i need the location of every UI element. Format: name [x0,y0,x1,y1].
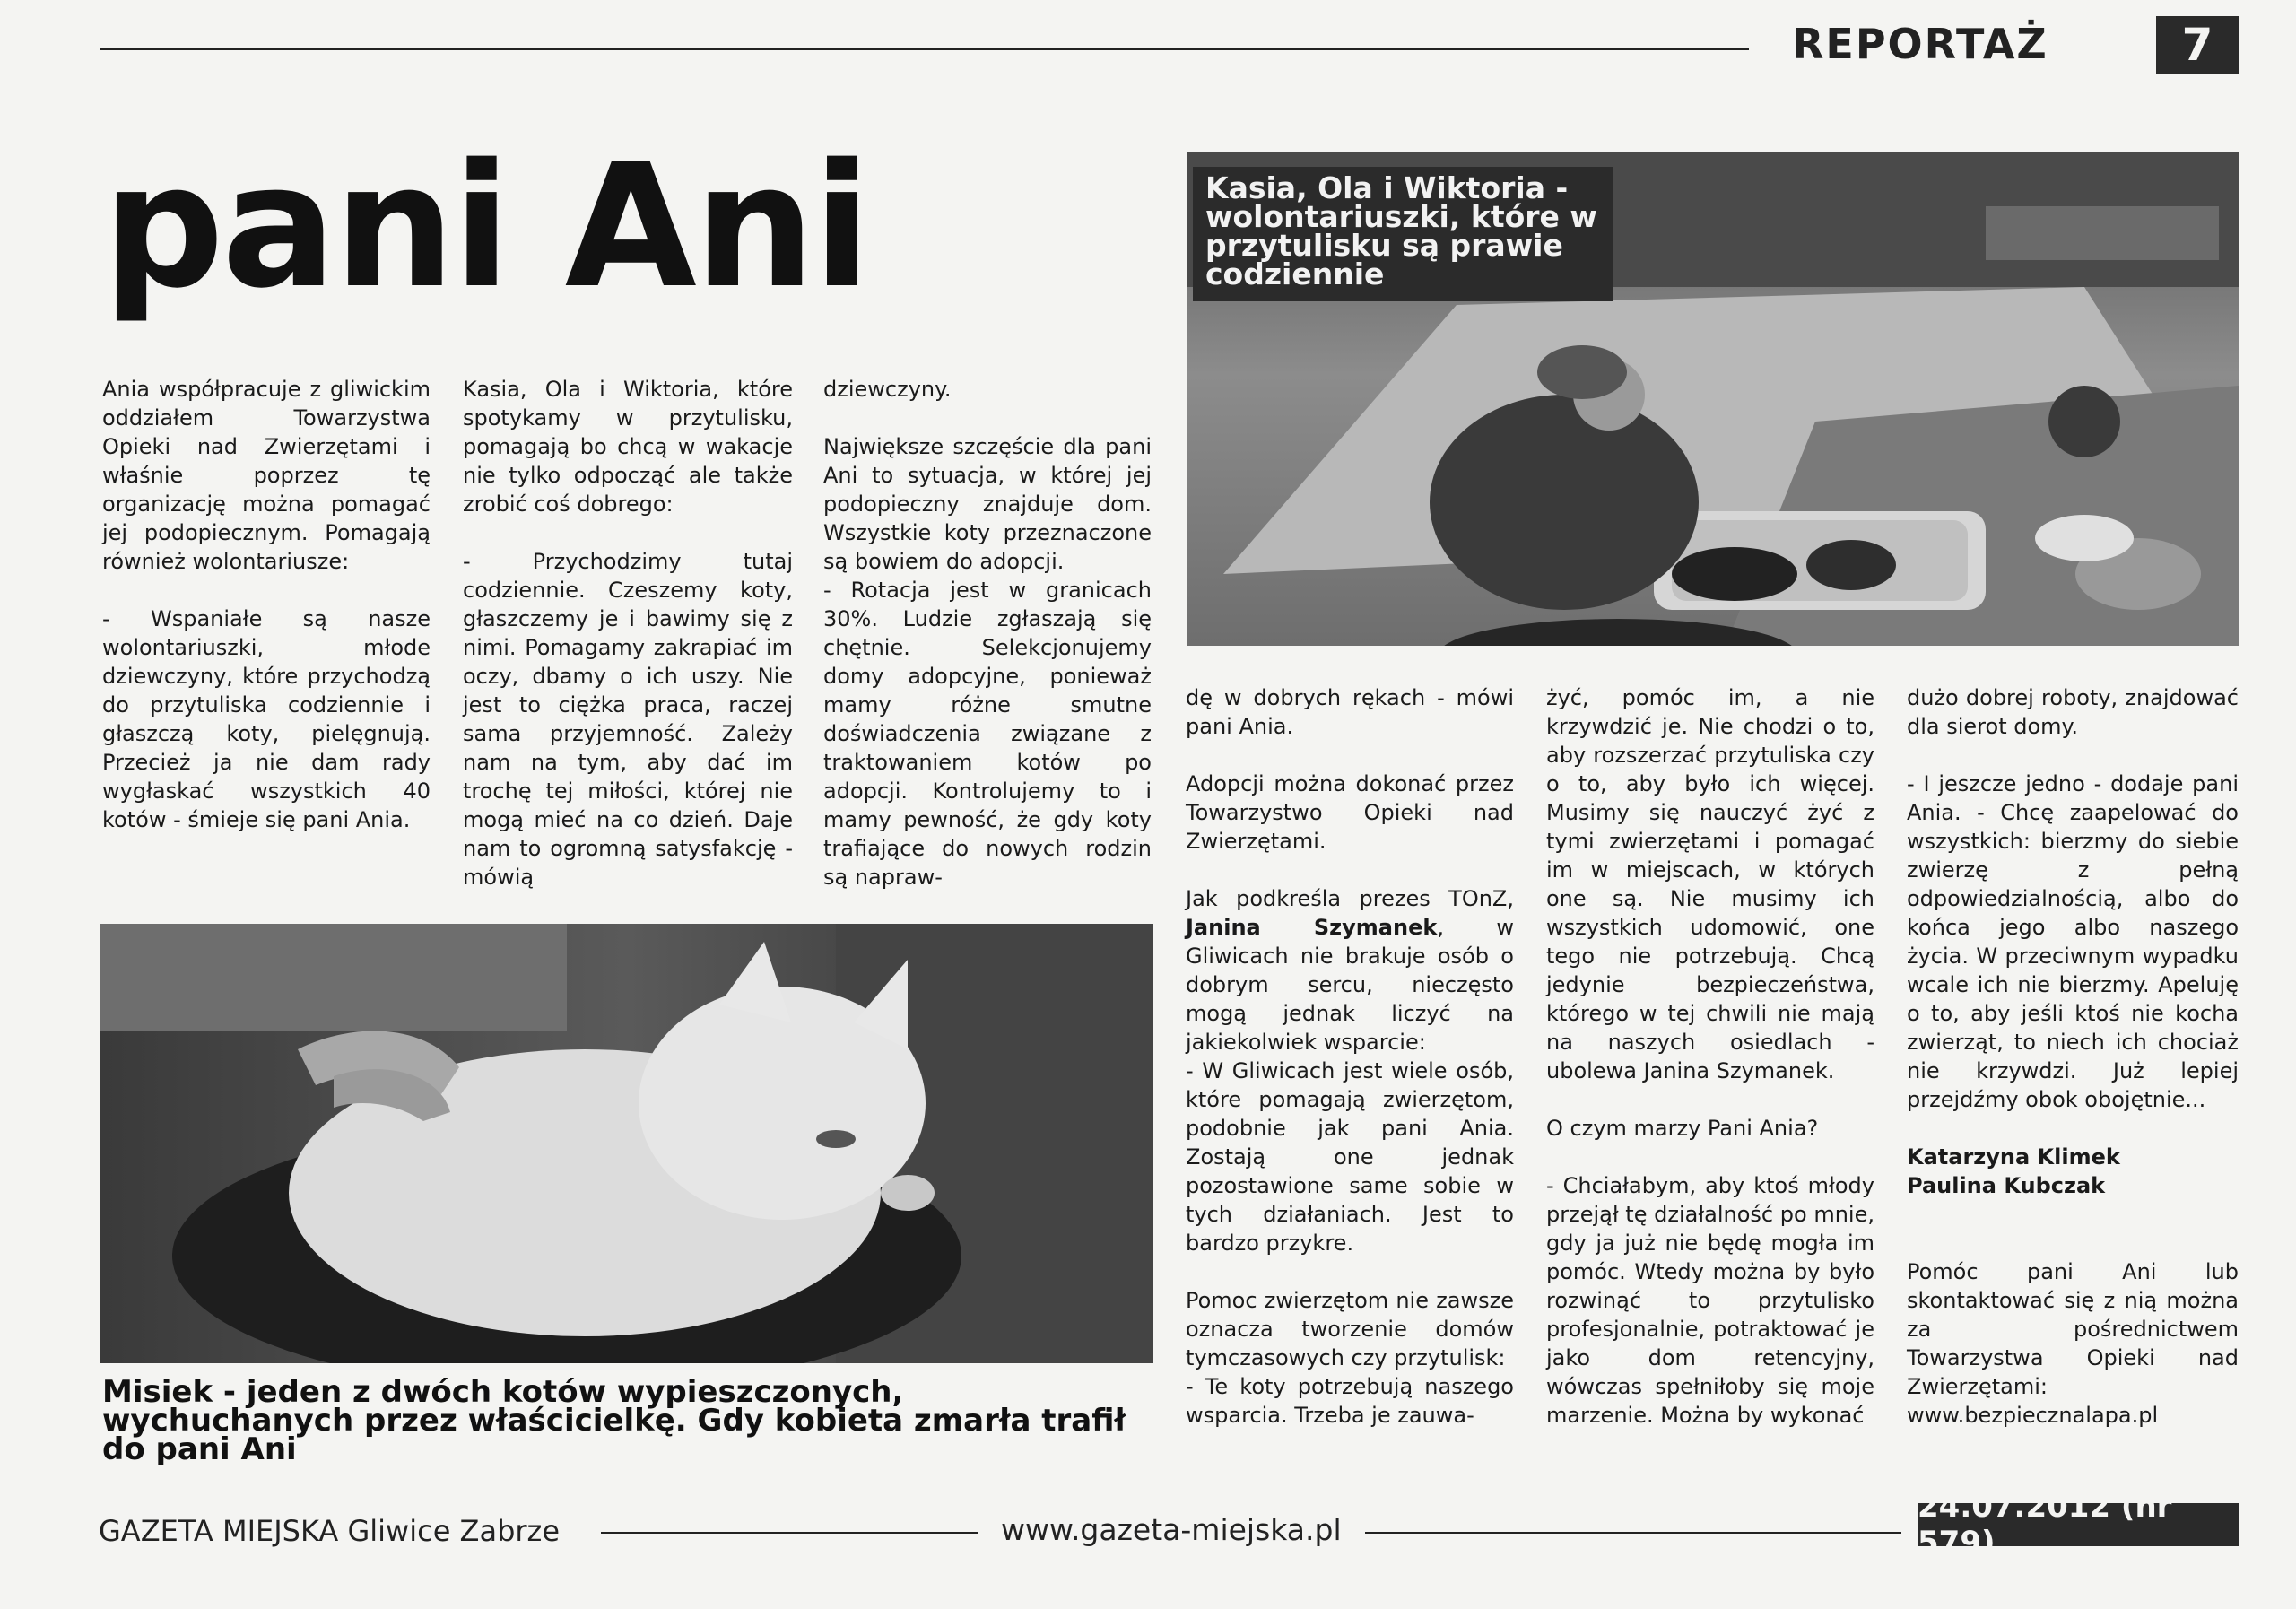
footer-rule-left [601,1532,978,1534]
paragraph: dużo dobrej roboty, znajdować dla sierot domy. [1907,685,2239,739]
paragraph: Ania współpracuje z gliwickim oddziałem Towarzystwa Opieki nad Zwierzętami i właśnie poprzez tę organizację można pomagać jej podopiecznym. Pomagają również wolontariusze: [102,377,430,574]
paragraph: - Przychodzimy tutaj codziennie. Czeszemy koty, głaszczemy je i bawimy się z nimi. Pomagamy zakrapiać im oczy, dbamy o ich uszy. Nie jest to ciężka praca, raczej sama przyjemność. Zależy nam na tym, aby dać im trochę tej miłości, której nie mogą mieć na co dzień. Daje nam to ogromną satysfakcję - mówią [463,549,793,890]
paragraph: - Rotacja jest w granicach 30%. Ludzie zgłaszają się chętnie. Selekcjonujemy domy adopcyjne, ponieważ mamy różne smutne doświadczenia związane z traktowaniem kotów po adopcji. Kontrolujemy to i mamy pewność, że gdy koty trafiające do nowych rodzin są napraw- [823,578,1152,890]
person-name: Janina Szymanek [1186,915,1438,940]
article-column-6 [1907,683,2239,1458]
paragraph: Pomoc zwierzętom nie zawsze oznacza tworzenie domów tymczasowych czy przytulisk: [1186,1288,1514,1370]
paragraph: Kasia, Ola i Wiktoria, które spotykamy w przytulisku, pomagają bo chcą w wakacje nie tylko odpocząć ale także zrobić coś dobrego: [463,377,793,517]
paragraph: dziewczyny. [823,377,952,402]
paragraph: Adopcji można dokonać przez Towarzystwo Opieki nad Zwierzętami. [1186,771,1514,854]
paragraph: - Wspaniałe są nasze wolontariuszki, młode dziewczyny, które przychodzą do przytuliska codziennie i głaszczą koty, pielęgnują. Przecież ja nie dam rady wygłaskać wszystkich 40 kotów - śmieje się pani Ania. [102,606,430,832]
article-column-1 [102,375,430,863]
page-number: 7 [2156,16,2239,74]
paragraph: - Te koty potrzebują naszego wsparcia. Trzeba je zauwa- [1186,1374,1514,1428]
author-name: Paulina Kubczak [1907,1173,2106,1198]
authors [1907,1143,2239,1200]
paragraph: - Chciałabym, aby ktoś młody przejął tę działalność po mnie, gdy ja już nie będę mogła im pomóc. Wtedy można by było rozwinąć to przytulisko profesjonalnie, potraktować je jako dom retencyjny, wówczas spełniłoby się moje marzenie. Można by wykonać [1546,1173,1874,1428]
section-label: REPORTAŻ [1792,20,2048,68]
paragraph: żyć, pomóc im, a nie krzywdzić je. Nie chodzi o to, aby rozszerzać przytuliska czy o to, aby było ich więcej. Musimy się nauczyć żyć z tymi zwierzętami i pomagać im w miejscach, w których one są. Nie musimy ich wszystkich udomowić, one tego nie potrzebują. Chcą jedynie bezpieczeństwa, którego w tej chwili nie mają na naszych osiedlach - ubolewa Janina Szymanek. [1546,685,1874,1083]
issue-date-badge: 24.07.2012 (nr 579) [1918,1503,2239,1546]
cat-photo [100,924,1153,1363]
footer-rule-right [1365,1532,1901,1534]
header-rule [100,48,1749,50]
website-link[interactable]: www.gazeta-miejska.pl [1001,1512,1342,1547]
article-column-4 [1186,683,1514,1458]
top-photo-caption: Kasia, Ola i Wiktoria - wolontariuszki, które w przytulisku są prawie codziennie [1193,167,1613,301]
paragraph: Pomóc pani Ani lub skontaktować się z nią można za pośrednictwem Towarzystwa Opieki nad Zwierzętami: www.bezpiecznalapa.pl [1907,1259,2239,1428]
author-name: Katarzyna Klimek [1907,1144,2120,1170]
bottom-photo-caption: Misiek - jeden z dwóch kotów wypieszczonych, wychuchanych przez właścicielkę. Gdy kobieta zmarła trafił do pani Ani [102,1374,1126,1467]
paragraph: Jak podkreśla prezes TOnZ, Janina Szymanek, w Gliwicach nie brakuje osób o dobrym sercu, nieczęsto mogą jednak liczyć na jakiekolwiek wsparcie: [1186,886,1515,1055]
article-column-5 [1546,683,1874,1458]
paragraph: dę w dobrych rękach - mówi pani Ania. [1186,685,1514,739]
newspaper-name: GAZETA MIEJSKA Gliwice Zabrze [99,1514,561,1548]
paragraph: - I jeszcze jedno - dodaje pani Ania. - Chcę zaapelować do wszystkich: bierzmy do siebie zwierzę z pełną odpowiedzialnością, albo do końca jego albo naszego życia. W przeciwnym wypadku wcale ich nie bierzmy. Apeluję o to, aby jeśli ktoś nie kocha zwierząt, to niech ich chociaż nie krzywdzi. Już lepiej przejdźmy obok obojętnie... [1907,771,2239,1112]
paragraph: Największe szczęście dla pani Ani to sytuacja, w której jej podopieczny znajduje dom. Wszystkie koty przeznaczone są bowiem do adopcji. [823,434,1152,574]
paragraph: O czym marzy Pani Ania? [1546,1116,1819,1141]
paragraph: - W Gliwicach jest wiele osób, które pomagają zwierzętom, podobnie jak pani Ania. Zostają one jednak pozostawione same sobie w tych działaniach. Jest to bardzo przykre. [1186,1058,1514,1256]
article-column-3 [823,375,1152,920]
headline: pani Ani [102,127,869,326]
article-column-2 [463,375,793,920]
